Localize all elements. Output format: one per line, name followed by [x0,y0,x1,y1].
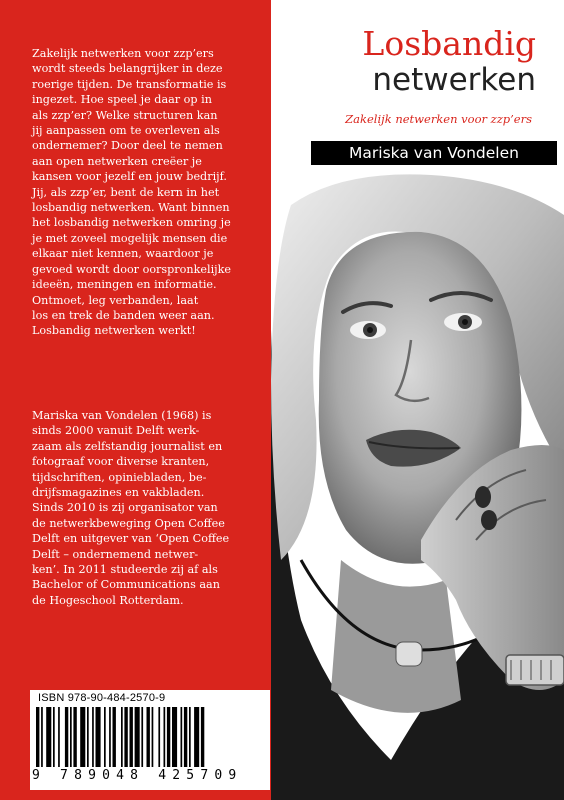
book-title-line2: netwerken [372,62,536,98]
barcode-icon [36,707,264,767]
isbn-label: ISBN 978-90-484-2570-9 [38,692,166,704]
author-bar [311,141,557,165]
book-title-line1: Losbandig [362,24,536,63]
barcode-digits: 9 789048 425709 [32,768,243,783]
back-cover-panel [0,0,271,800]
back-cover-blurb: Zakelijk netwerken voor zzp’ers wordt steeds belangrijker in deze roerige tijden. De transformatie is ingezet. Hoe speel je daar op in als zzp’er? Welke structuren kan jij aanpassen om te overleven als ondernemer? Door deel te nemen aan open netwerken creëer je kansen voor jezelf en jouw bedrijf. Jij, als zzp’er, bent de kern in het losbandig netwerken. Want binnen het losbandig netwerken omring je je met zoveel mogelijk mensen die elkaar niet kennen, waardoor je gevoed wordt door oorspronkelijke ideeën, meningen en informatie. Ontmoet, leg verbanden, laat los en trek de banden weer aan. Losbandig netwerken werkt! [32,47,232,338]
barcode-area [30,690,270,790]
book-subtitle: Zakelijk netwerken voor zzp’ers [345,112,532,126]
author-name: Mariska van Vondelen [349,144,519,162]
front-cover-panel [271,0,564,800]
author-bio: Mariska van Vondelen (1968) is sinds 2000 vanuit Delft werk- zaam als zelfstandig journalist en fotograaf voor diverse kranten, tijdschriften, opiniebladen, be- drijfsmagazines en vakbladen. Sinds 2010 is zij organisator van de netwerkbeweging Open Coffee Delft en uitgever van ‘Open Coffee Delft – ondernemend netwer- ken’. In 2011 studeerde zij af als Bachelor of Communications aan de Hogeschool Rotterdam. [32,409,230,607]
